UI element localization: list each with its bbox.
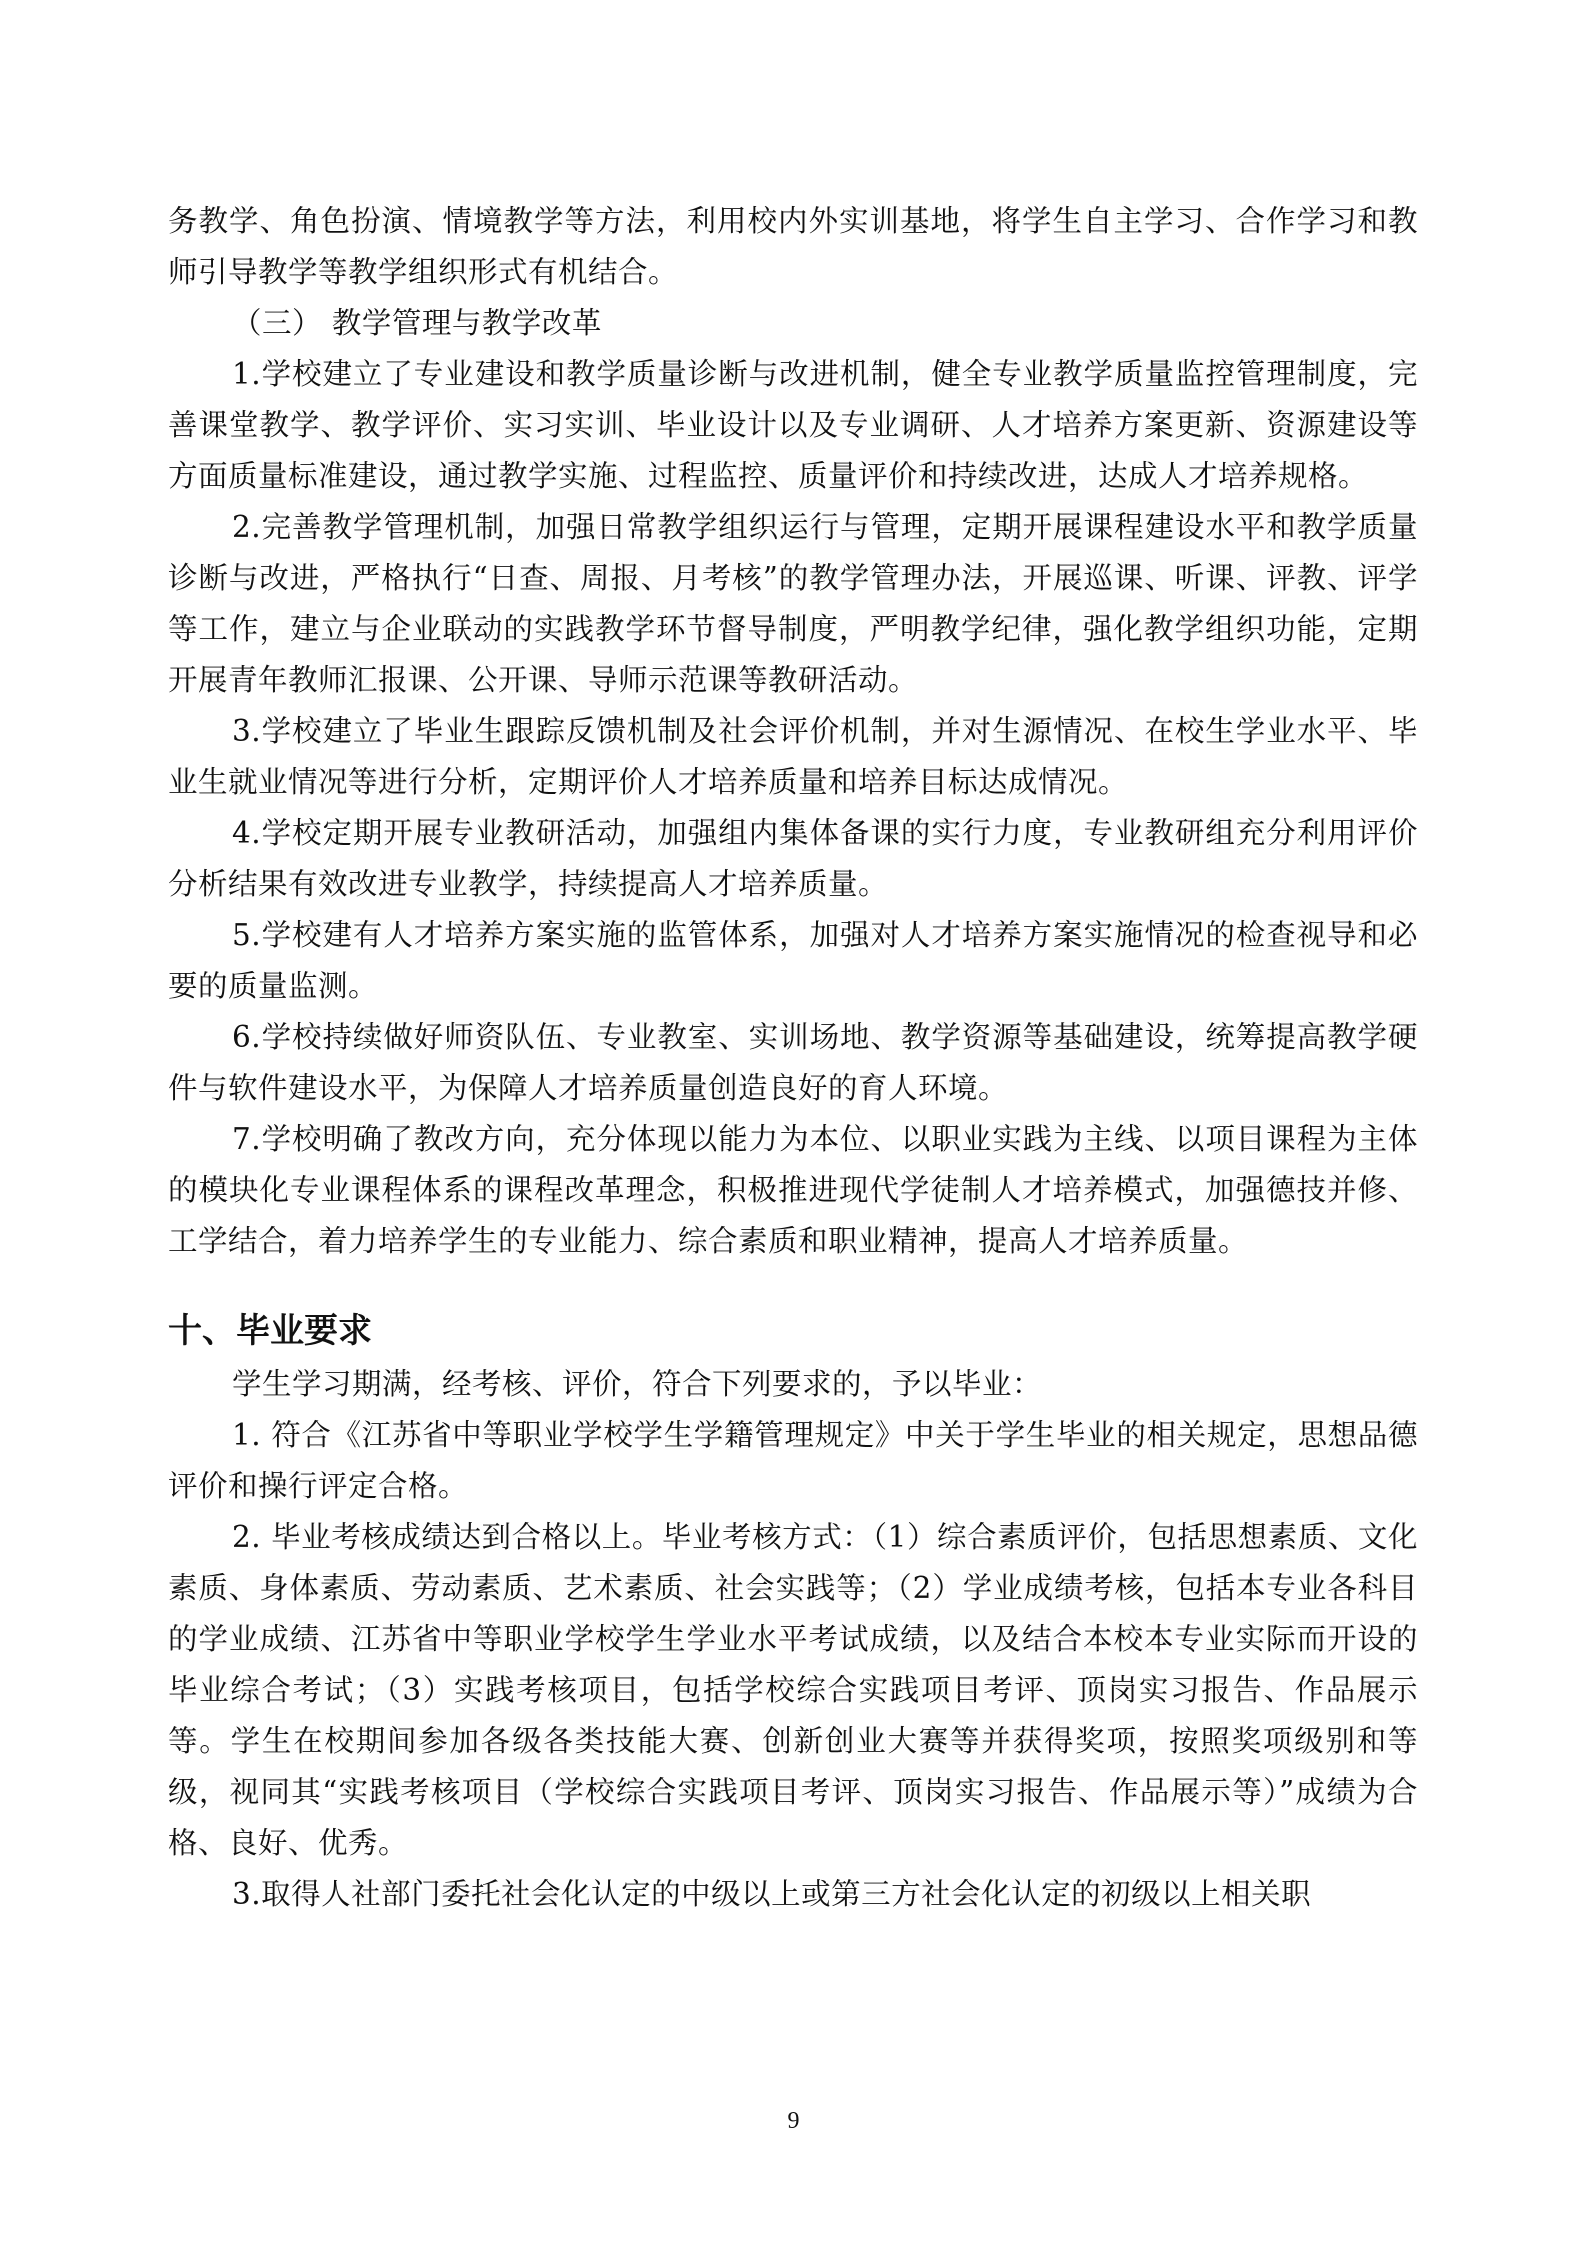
section-intro: 学生学习期满，经考核、评价，符合下列要求的，予以毕业： — [232, 1367, 1043, 1401]
list-item: 5.学校建有人才培养方案实施的监管体系，加强对人才培养方案实施情况的检查视导和必要的质量监测。 — [168, 918, 1418, 1003]
list-item: 7.学校明确了教改方向，充分体现以能力为本位、以职业实践为主线、以项目课程为主体的模块化专业课程体系的课程改革理念，积极推进现代学徒制人才培养模式，加强德技并修、工学结合，着力培养学生的专业能力、综合素质和职业精神，提高人才培养质量。 — [168, 1122, 1418, 1258]
paragraph-intro: 务教学、角色扮演、情境教学等方法，利用校内外实训基地，将学生自主学习、合作学习和教师引导教学等教学组织形式有机结合。 — [168, 204, 1418, 289]
list-item: 1. 符合《江苏省中等职业学校学生学籍管理规定》中关于学生毕业的相关规定，思想品德评价和操行评定合格。 — [168, 1418, 1418, 1503]
list-item: 3.学校建立了毕业生跟踪反馈机制及社会评价机制，并对生源情况、在校生学业水平、毕业生就业情况等进行分析，定期评价人才培养质量和培养目标达成情况。 — [168, 714, 1418, 799]
list-item: 2.完善教学管理机制，加强日常教学组织运行与管理，定期开展课程建设水平和教学质量诊断与改进，严格执行“日查、周报、月考核”的教学管理办法，开展巡课、听课、评教、评学等工作，建立与企业联动的实践教学环节督导制度，严明教学纪律，强化教学组织功能，定期开展青年教师汇报课、公开课、导师示范课等教研活动。 — [168, 510, 1418, 697]
list-item: 4.学校定期开展专业教研活动，加强组内集体备课的实行力度，专业教研组充分利用评价分析结果有效改进专业教学，持续提高人才培养质量。 — [168, 816, 1418, 901]
list-item: 1.学校建立了专业建设和教学质量诊断与改进机制，健全专业教学质量监控管理制度，完善课堂教学、教学评价、实习实训、毕业设计以及专业调研、人才培养方案更新、资源建设等方面质量标准建设，通过教学实施、过程监控、质量评价和持续改进，达成人才培养规格。 — [168, 357, 1418, 493]
list-item: 3.取得人社部门委托社会化认定的中级以上或第三方社会化认定的初级以上相关职 — [232, 1877, 1312, 1911]
list-item: 6.学校持续做好师资队伍、专业教室、实训场地、教学资源等基础建设，统筹提高教学硬件与软件建设水平，为保障人才培养质量创造良好的育人环境。 — [168, 1020, 1418, 1105]
subsection-title-3: （三） 教学管理与教学改革 — [232, 306, 602, 340]
page-number: 9 — [787, 2108, 800, 2134]
list-item: 2. 毕业考核成绩达到合格以上。毕业考核方式：（1）综合素质评价，包括思想素质、文化素质、身体素质、劳动素质、艺术素质、社会实践等；（2）学业成绩考核，包括本专业各科目的学业成绩、江苏省中等职业学校学生学业水平考试成绩，以及结合本校本专业实际而开设的毕业综合考试；（3）实践考核项目，包括学校综合实践项目考评、顶岗实习报告、作品展示等。学生在校期间参加各级各类技能大赛、创新创业大赛等并获得奖项，按照奖项级别和等级，视同其“实践考核项目（学校综合实践项目考评、顶岗实习报告、作品展示等）”成绩为合格、良好、优秀。 — [168, 1520, 1418, 1860]
page-body — [168, 196, 1418, 1920]
section-heading-10: 十、毕业要求 — [168, 1311, 372, 1351]
